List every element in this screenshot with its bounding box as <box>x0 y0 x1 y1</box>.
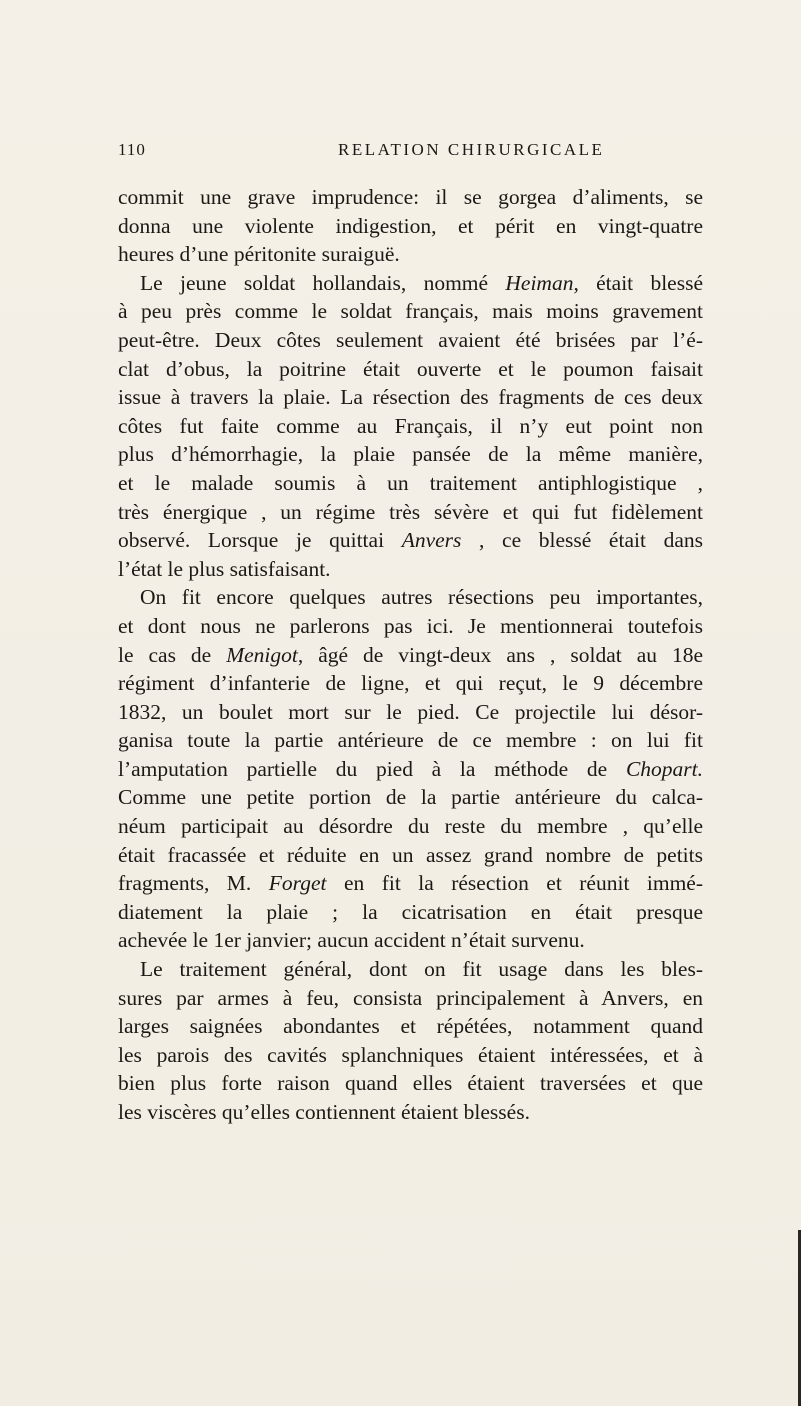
text-segment: côtes fut faite comme au Français, il n’y eut point non <box>118 413 703 438</box>
text-line <box>118 583 703 612</box>
text-line <box>118 297 703 326</box>
text-line <box>118 841 703 870</box>
text-line <box>118 526 703 555</box>
text-line <box>118 698 703 727</box>
italic-name: Anvers <box>401 528 462 553</box>
italic-name: Forget <box>268 871 327 896</box>
text-line <box>118 1069 703 1098</box>
text-line <box>118 212 703 241</box>
running-head <box>118 140 698 168</box>
text-line <box>118 1012 703 1041</box>
text-segment: sures par armes à feu, consista principalement à Anvers, en <box>118 985 703 1010</box>
text-line <box>118 440 703 469</box>
text-line <box>118 469 703 498</box>
text-segment: 1832, un boulet mort sur le pied. Ce projectile lui désor- <box>118 699 703 724</box>
text-segment: issue à travers la plaie. La résection des fragments de ces deux <box>118 385 703 410</box>
text-line <box>118 726 703 755</box>
text-segment: néum participait au désordre du reste du membre , qu’elle <box>118 814 703 839</box>
text-line <box>118 240 703 269</box>
text-line <box>118 869 703 898</box>
text-line <box>118 269 703 298</box>
text-line <box>118 669 703 698</box>
text-segment: diatement la plaie ; la cicatrisation en était presque <box>118 899 703 924</box>
text-segment: commit une grave imprudence: il se gorgea d’aliments, se <box>118 185 703 209</box>
text-line <box>118 183 703 212</box>
text-segment: l’amputation partielle du pied à la méthode de <box>118 756 626 781</box>
text-segment: et dont nous ne parlerons pas ici. Je mentionnerai toutefois <box>118 613 703 638</box>
italic-name: Menigot <box>226 642 298 667</box>
text-line <box>118 555 703 584</box>
text-segment: régiment d’infanterie de ligne, et qui reçut, le 9 décembre <box>118 671 703 696</box>
text-line <box>118 783 703 812</box>
text-segment: , était blessé <box>573 270 703 295</box>
text-segment: peut-être. Deux côtes seulement avaient été brisées par l’é- <box>118 327 703 352</box>
text-segment: On fit encore quelques autres résections peu importantes, <box>140 585 703 610</box>
text-segment: ganisa toute la partie antérieure de ce membre : on lui fit <box>118 728 703 753</box>
text-line <box>118 812 703 841</box>
text-line <box>118 755 703 784</box>
text-segment: les parois des cavités splanchniques étaient intéressées, et à <box>118 1042 703 1067</box>
text-line <box>118 498 703 527</box>
text-segment: achevée le 1er janvier; aucun accident n’était survenu. <box>118 928 585 953</box>
text-line <box>118 383 703 412</box>
text-segment: très énergique , un régime très sévère et qui fut fidèlement <box>118 499 703 524</box>
text-segment: était fracassée et réduite en un assez grand nombre de petits <box>118 842 703 867</box>
text-segment: à peu près comme le soldat français, mais moins gravement <box>118 299 703 324</box>
text-line <box>118 412 703 441</box>
text-line <box>118 898 703 927</box>
body-text <box>118 183 703 1127</box>
text-segment: clat d’obus, la poitrine était ouverte et le poumon faisait <box>118 356 703 381</box>
text-segment: Le jeune soldat hollandais, nommé <box>140 270 506 295</box>
text-segment: heures d’une péritonite suraiguë. <box>118 242 400 267</box>
page-number: 110 <box>118 140 146 159</box>
text-line <box>118 355 703 384</box>
text-line <box>118 612 703 641</box>
text-line <box>118 326 703 355</box>
text-segment: , ce blessé était dans <box>461 528 703 553</box>
italic-name: Heiman <box>505 270 574 295</box>
text-line <box>118 926 703 955</box>
italic-name: Chopart. <box>625 756 703 781</box>
running-title: RELATION CHIRURGICALE <box>338 140 605 159</box>
text-segment: plus d’hémorrhagie, la plaie pansée de la même manière, <box>118 442 703 467</box>
text-segment: l’état le plus satisfaisant. <box>118 556 331 581</box>
text-segment: Comme une petite portion de la partie antérieure du calca- <box>118 785 703 810</box>
text-line <box>118 641 703 670</box>
text-segment: en fit la résection et réunit immé- <box>326 871 703 896</box>
text-segment: donna une violente indigestion, et périt en vingt-quatre <box>118 213 703 238</box>
text-segment: et le malade soumis à un traitement antiphlogistique , <box>118 470 703 495</box>
text-line <box>118 955 703 984</box>
text-segment: fragments, M. <box>118 871 269 896</box>
text-segment: observé. Lorsque je quittai <box>118 528 402 553</box>
text-segment: Le traitement général, dont on fit usage dans les bles- <box>140 957 703 982</box>
text-segment: larges saignées abondantes et répétées, notamment quand <box>118 1014 703 1039</box>
text-segment: le cas de <box>118 642 227 667</box>
text-line <box>118 1041 703 1070</box>
text-segment: , âgé de vingt-deux ans , soldat au 18e <box>297 642 703 667</box>
text-segment: bien plus forte raison quand elles étaient traversées et que <box>118 1071 703 1096</box>
text-segment: les viscères qu’elles contiennent étaient blessés. <box>118 1100 530 1124</box>
text-line <box>118 984 703 1013</box>
text-line <box>118 1098 703 1127</box>
